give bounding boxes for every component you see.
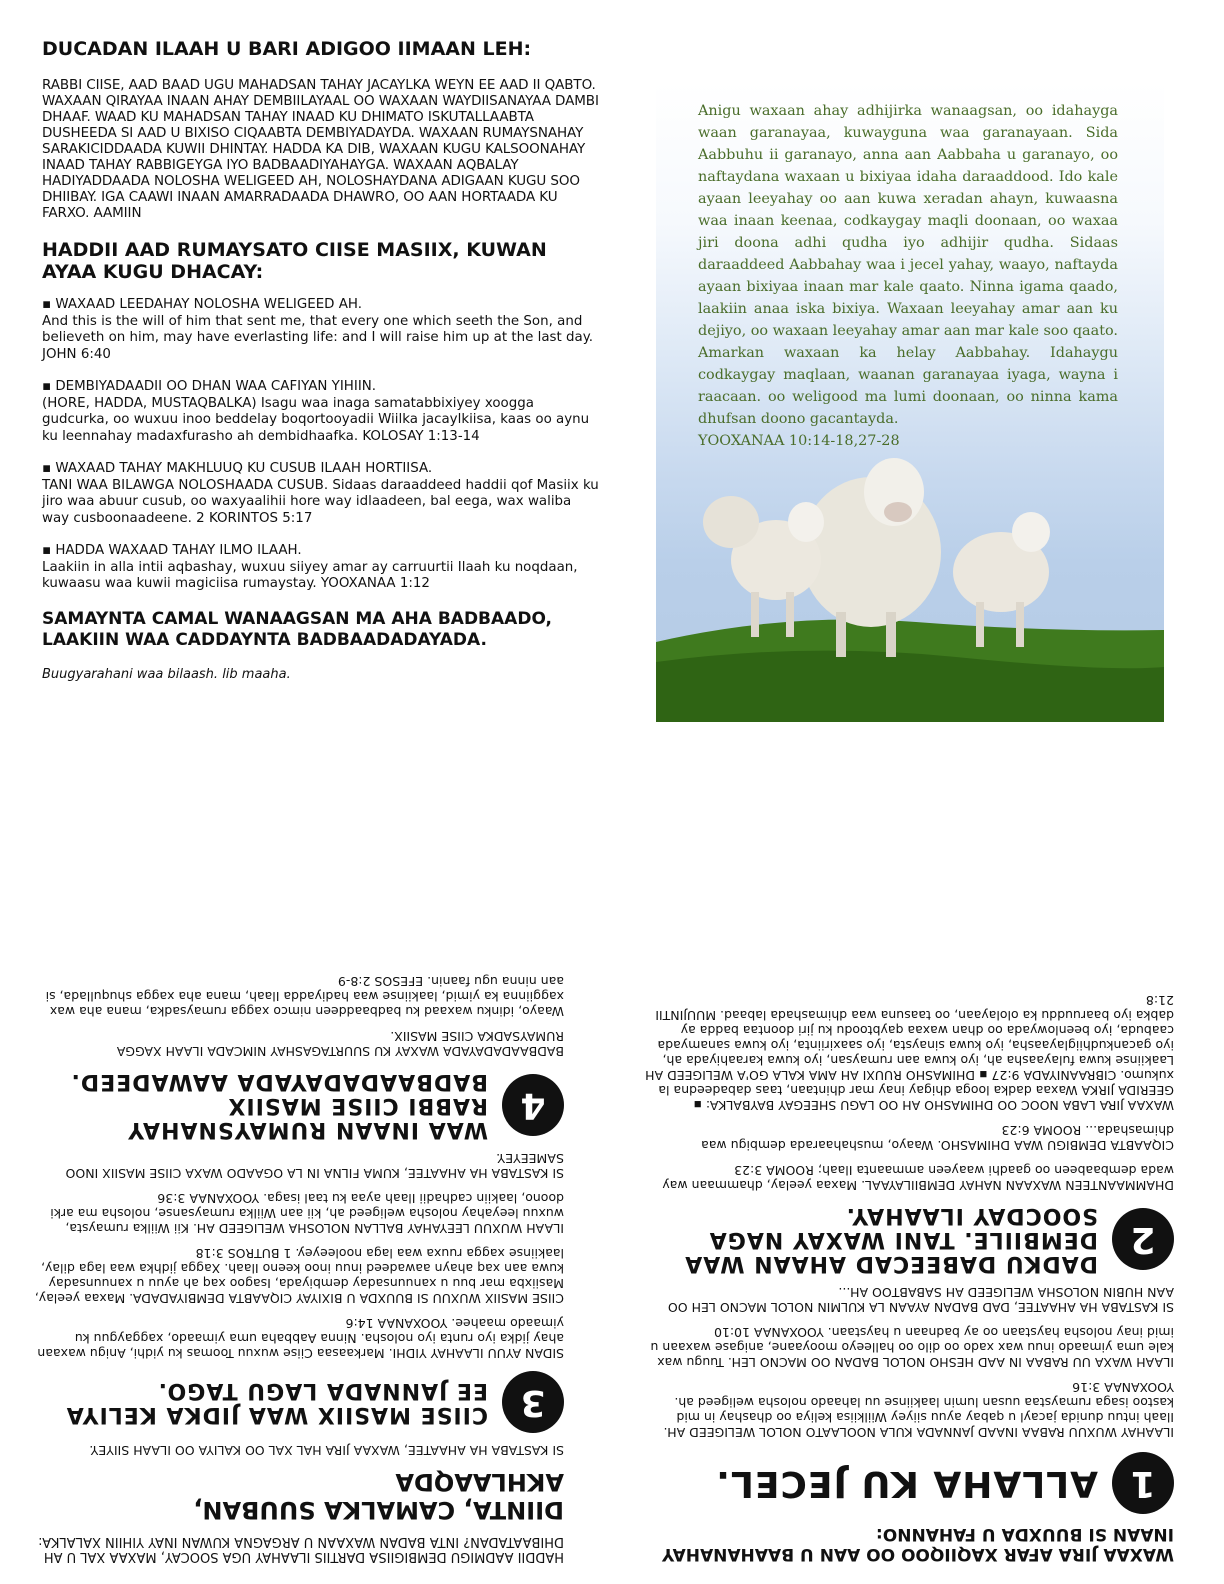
step-2-heading xyxy=(644,1203,1174,1275)
section-forgiven xyxy=(42,379,602,445)
step-2-title: DADKU DABEECAD AHAAN WAA DEMBIILE. TANI WAXAY NAGA SOOCDAY ILAAHAY. xyxy=(684,1203,1098,1276)
believe-title: HADDII AAD RUMAYSATO CIISE MASIIX, KUWAN AYAA KUGU DHACAY: xyxy=(42,239,547,283)
solutions-intro: HADDII AADMIGU DEMBIGIISA DARTIIS ILAAHAY UGA SOOCAY, MAXAA XAL U AH DHIBAATADAN? INTA BADAN WAXAAN U ARGAGNA KUWAN INAY YIHIIN XALALKA: xyxy=(38,1534,564,1564)
solutions-after: SI KASTABA HA AHAATEE, WAXAA JIRA HAL XAL OO KALIYA OO ILAAH SIIYEY. xyxy=(89,1443,564,1458)
step-4-number: 4 xyxy=(502,1074,564,1136)
step-1-number: 1 xyxy=(1112,1452,1174,1514)
section-head: ▪ WAXAAD LEEDAHAY NOLOSHA WELIGEED AH. xyxy=(42,297,362,312)
steps-column-right xyxy=(644,983,1174,1564)
step-2-number: 2 xyxy=(1112,1208,1174,1270)
step-2-body-2: CIQAABTA DEMBIGU WAA DHIMASHO. Waayo, mushahaaradа dembigu waa dhimashada... ROOMA 6:23 xyxy=(701,1123,1174,1153)
section-text: Laakiin in alla intii aqbashay, wuxuu siiyey amar ay carruurtii Ilaah ku noqdaan, kuwaasu waa kuwii magiciisa rumaystay. YOOXANAA 1:12 xyxy=(42,559,578,591)
step-2-body: DHAMMAANTEEN WAXAAN NAHAY DEMBIILAYAAL. Maxaa yeelay, dhammaan way wada dembaabeen oo gaadhi waayeen ammaanta Ilaah; ROOMA 3:23 xyxy=(662,1163,1174,1193)
step-1-body-2: ILAAH WAXA UU RABAA IN AAD HESHO NOLOL BADAN OO MACNO LEH. Tuugu wax kale uma yimaado inuu wax xado oo dilo oo halleeyo mooyaane, anigase waxaan u imid inay nolosha haystaan oo ay badnaan u haystaan. YOOXANAA 10:10 xyxy=(650,1325,1174,1370)
step-4-body: BADBAADADAYADA WAXAY KU SUURTAGASHAY NIMCADA ILAAH XAGGA RUMAYSADKA CIISE MASIIX. xyxy=(116,1029,564,1059)
step-1-heading xyxy=(644,1452,1174,1514)
section-head: ▪ DEMBIYADAADII OO DHAN WAA CAFIYAN YIHIIN. xyxy=(42,379,377,394)
section-eternal-life xyxy=(42,297,602,363)
top-left-column xyxy=(42,38,602,682)
solutions-list: DIINTA, CAMALKA SUUBAN, AKHLAAQDA xyxy=(193,1468,564,1524)
closing-statement: SAMAYNTA CAMAL WANAAGSAN MA AHA BADBAADO, LAAKIIN WAA CADDAYNTA BADBAADADAYADA. xyxy=(42,608,552,650)
verse-panel xyxy=(656,82,1164,722)
section-head: ▪ HADDA WAXAAD TAHAY ILMO ILAAH. xyxy=(42,543,302,558)
section-text: And this is the will of him that sent me, that every one which seeth the Son, and believeth on him, may have everlasting life: and I will raise him up at the last day. JOHN 6:40 xyxy=(42,313,594,362)
section-head: ▪ WAXAAD TAHAY MAKHLUUQ KU CUSUB ILAAH HORTIISA. xyxy=(42,461,433,476)
verse-body: Anigu waxaan ahay adhijirka wanaagsan, oo idahayga waan garanayaa, kuwayguna waa garanayaan. Sida Aabbuhu ii garanayo, anna aan Aabbaha u garanayo, oo naftaydana waxaan u bixiyaa idaha daraaddood. Ido kale ayaan leeyahay oo aan kuwa xeradan ahayn, kuwaasna waa inaan keenaa, codkaygay maqli doonaan, oo waxaa jiri doona adhi qudha iyo adhijir qudha. Sidaas daraaddeed Aabbahay waa i jecel yahay, waayo, naftayda ayaan bixiyaa inaan mar kale qaato. Ninna igama qaado, laakiin anaa iska bixiya. Waxaan leeyahay amar aan ku dejiyo, oo waxaan leeyahay amar aan mar kale soo qaato. Amarkan waxaan ka helay Aabbahay. Idahaygu codkaygay maqlaan, waanan garanayaa iyaga, wayna i raacaan. oo weligood ma lumi doonaan, oo ninna kama dhufsan doono gacantayda. xyxy=(698,103,1118,427)
section-child-of-god xyxy=(42,543,602,593)
step-3-body-4: SI KASTABA HA AHAATEE, KUMA FILNA IN LA OGAADO WAXA CIISE MASIIX INOO SAMEEYEY. xyxy=(65,1151,564,1181)
step-1-body-3: SI KASTABA HA AHAATEE, DAD BADAN AYAAN LA KULMIN NOLOL MACNO LEH OO AAN HUBIN NOLOSHA WELIGEED AH SABABTOO AH... xyxy=(667,1285,1174,1315)
prayer-title: DUCADAN ILAAH U BARI ADIGOO IIMAAN LEH: xyxy=(42,38,532,60)
sheep-illustration xyxy=(656,82,1164,722)
footer-note: Buugyarahani waa bilaash. lib maaha. xyxy=(42,666,291,682)
step-4-title: WAA INAAN RUMAYSNAHAY RABBI CIISE MASIIX BADBAADADAYADA AAWADEED. xyxy=(70,1069,488,1142)
section-new-creation xyxy=(42,461,602,527)
upside-down-section xyxy=(0,800,1224,1584)
step-3-title: CIISE MASIIX WAA JIDKA KELIYA EE JANNADA LAGU TAGO. xyxy=(65,1378,488,1427)
step-3-heading xyxy=(34,1371,564,1433)
verse-reference: YOOXANAA 10:14-18,27-28 xyxy=(698,433,900,449)
step-1-body: ILAAHAY WUXUU RABAA INAAD JANNADA KULA NOOLAATO NOLOL WELIGEED AH. Ilaah intuu dunida jacayl u qabay ayuu siiyey Wiilkiisa keliya oo dhashay in mid kastoo isaga rumaystaa uusan lumin laakiinse uu lahaado nolosha weligeed ah. YOOXANAA 3:16 xyxy=(663,1380,1174,1440)
section-text: (HORE, HADDA, MUSTAQBALKA) Isagu waa inaga samatabbixiyey xoogga gudcurka, oo wuxuu inoo beddelay boqortooyadii Wiilka jacaylkiisa, kaas oo aynu ku leennahay madaxfurasho ah dembidhaafka. KOLOSAY 1:13-14 xyxy=(42,395,590,444)
step-4-body-2: Waayo, idinku waxaad ku badbaaddeen nimco xagga rumaysadka, mana aha wax xaggiinna ka yimid, laakiinse waa hadiyadda Ilaah, mana aha xagga shuqullada, si aan ninna ugu faanin. EFESOS 2:8-9 xyxy=(45,974,564,1019)
step-2-body-3: WAXAA JIRA LABA NOOC OO DHIMASHO AH OO LAGU SHEEGAY BAYBALKA: ▪ GEERIDA JIRKA Waxaa dadka looga dhigay inay mar dhintaan, taas dabadeedna la xukumo. CIBRAANIYADA 9:27 ▪ DHIMASHO RUUXI AH AMA KALA GO'A WELIGEED AH Laakiinse kuwa fulayaasha ah, iyo kuwa aan rumaysan, iyo kuwa karaahiyada ah, iyo gacankudhiiglayaasha, iyo kuwa sinaysta, iyo saaxiriinta, iyo kuwa sanamyada caabuda, iyo beenlowyada oo dhan waxaa qaybtoodu ku jiri doontaa badda ay dabka iyo baaruuddu ka ololayaan, oo taasuna waa dhimashada labaad. MUUJINTII 21:8 xyxy=(645,993,1174,1113)
step-3-body-2: CIISE MASIIX WUXUU SI BUUXDA U BIXIYAY CIQAABTA DEMBIYADADA. Maxaa yeelay, Masiixba mar buu u xanuunsaday dembiyada, Isagoo xaq ah ayuu u xanuunsaday kuwa aan xaq ahayn aawadeed inuu inoo keeno Ilaah. Xagga jidhka waa laga dilay, laakiinse xagga ruuxa waa laga nooleeyey. 1 BUTROS 3:18 xyxy=(34,1246,564,1306)
steps-intro: WAXAA JIRA AFAR XAQIIQOO OO AAN U BAAHANAHAY INAAN SI BUUXDA U FAHANNO: xyxy=(661,1524,1174,1564)
steps-column-left xyxy=(34,964,564,1564)
step-3-body: SIDAN AYUU ILAAHAY YIDHI. Markaasaa Ciise wuxuu Toomas ku yidhi, Anigu waxaan ahay jidka iyo runta iyo nolosha. Ninna Aabbaha uma yimaado, xaggayguu ku yimaado maahee. YOOXANAA 14:6 xyxy=(37,1316,564,1361)
prayer-body: RABBI CIISE, AAD BAAD UGU MAHADSAN TAHAY JACAYLKA WEYN EE AAD II QABTO. WAXAAN QIRAYAA INAAN AHAY DEMBIILAYAAL OO WAXAAN WAYDIISANAYAA DAMBI DHAAF. WAAD KU MAHADSAN TAHAY INAAD KU DHIMATO ISKUTALLAABTA DUSHEEDA SI AAD U BIXISO CIQAABTA DEMBIYADAYDA. WAXAAN RUMAYSNAHAY SARAKICIDDAADA KUWII DHINTAY. HADDA KA DIB, WAXAAN KUGU KALSOONAHAY INAAD TAHAY RABBIGEYGA IYO BADBAADIYAHAYGA. WAXAAN AQBALAY HADIYADDAADA NOLOSHA WELIGEED AH, NOLOSHAYDANA ADIGAAN KUGU SOO DHIIBAY. IGA CAAWI INAAN AMARRADAADA DHAWRO, OO AAN HORTAADA KU FARXO. AAMIIN xyxy=(42,77,599,221)
step-3-body-3: ILAAH WUXUU LEEYAHAY BALLAN NOLOSHA WELIGEED AH. Kii Wiilka rumaysta, wuxuu leeyahay nolosha weligeed ah, kii aan Wiilka rumaysanse, nolosha ma arki doono, laakiin cadhadii Ilaah ayaa ku taal isaga. YOOXANAA 3:36 xyxy=(50,1191,564,1236)
step-3-number: 3 xyxy=(502,1371,564,1433)
step-1-title: ALLAHA KU JECEL. xyxy=(715,1463,1098,1504)
step-4-heading xyxy=(34,1069,564,1141)
section-text: TANI WAA BILAWGA NOLOSHAADA CUSUB. Sidaas daraaddeed haddii qof Masiix ku jiro waa abuur cusub, oo waxyaalihii hore way idlaadeen, bal eega, wax waliba way cusboonaadeene. 2 KORINTOS 5:17 xyxy=(42,477,599,526)
